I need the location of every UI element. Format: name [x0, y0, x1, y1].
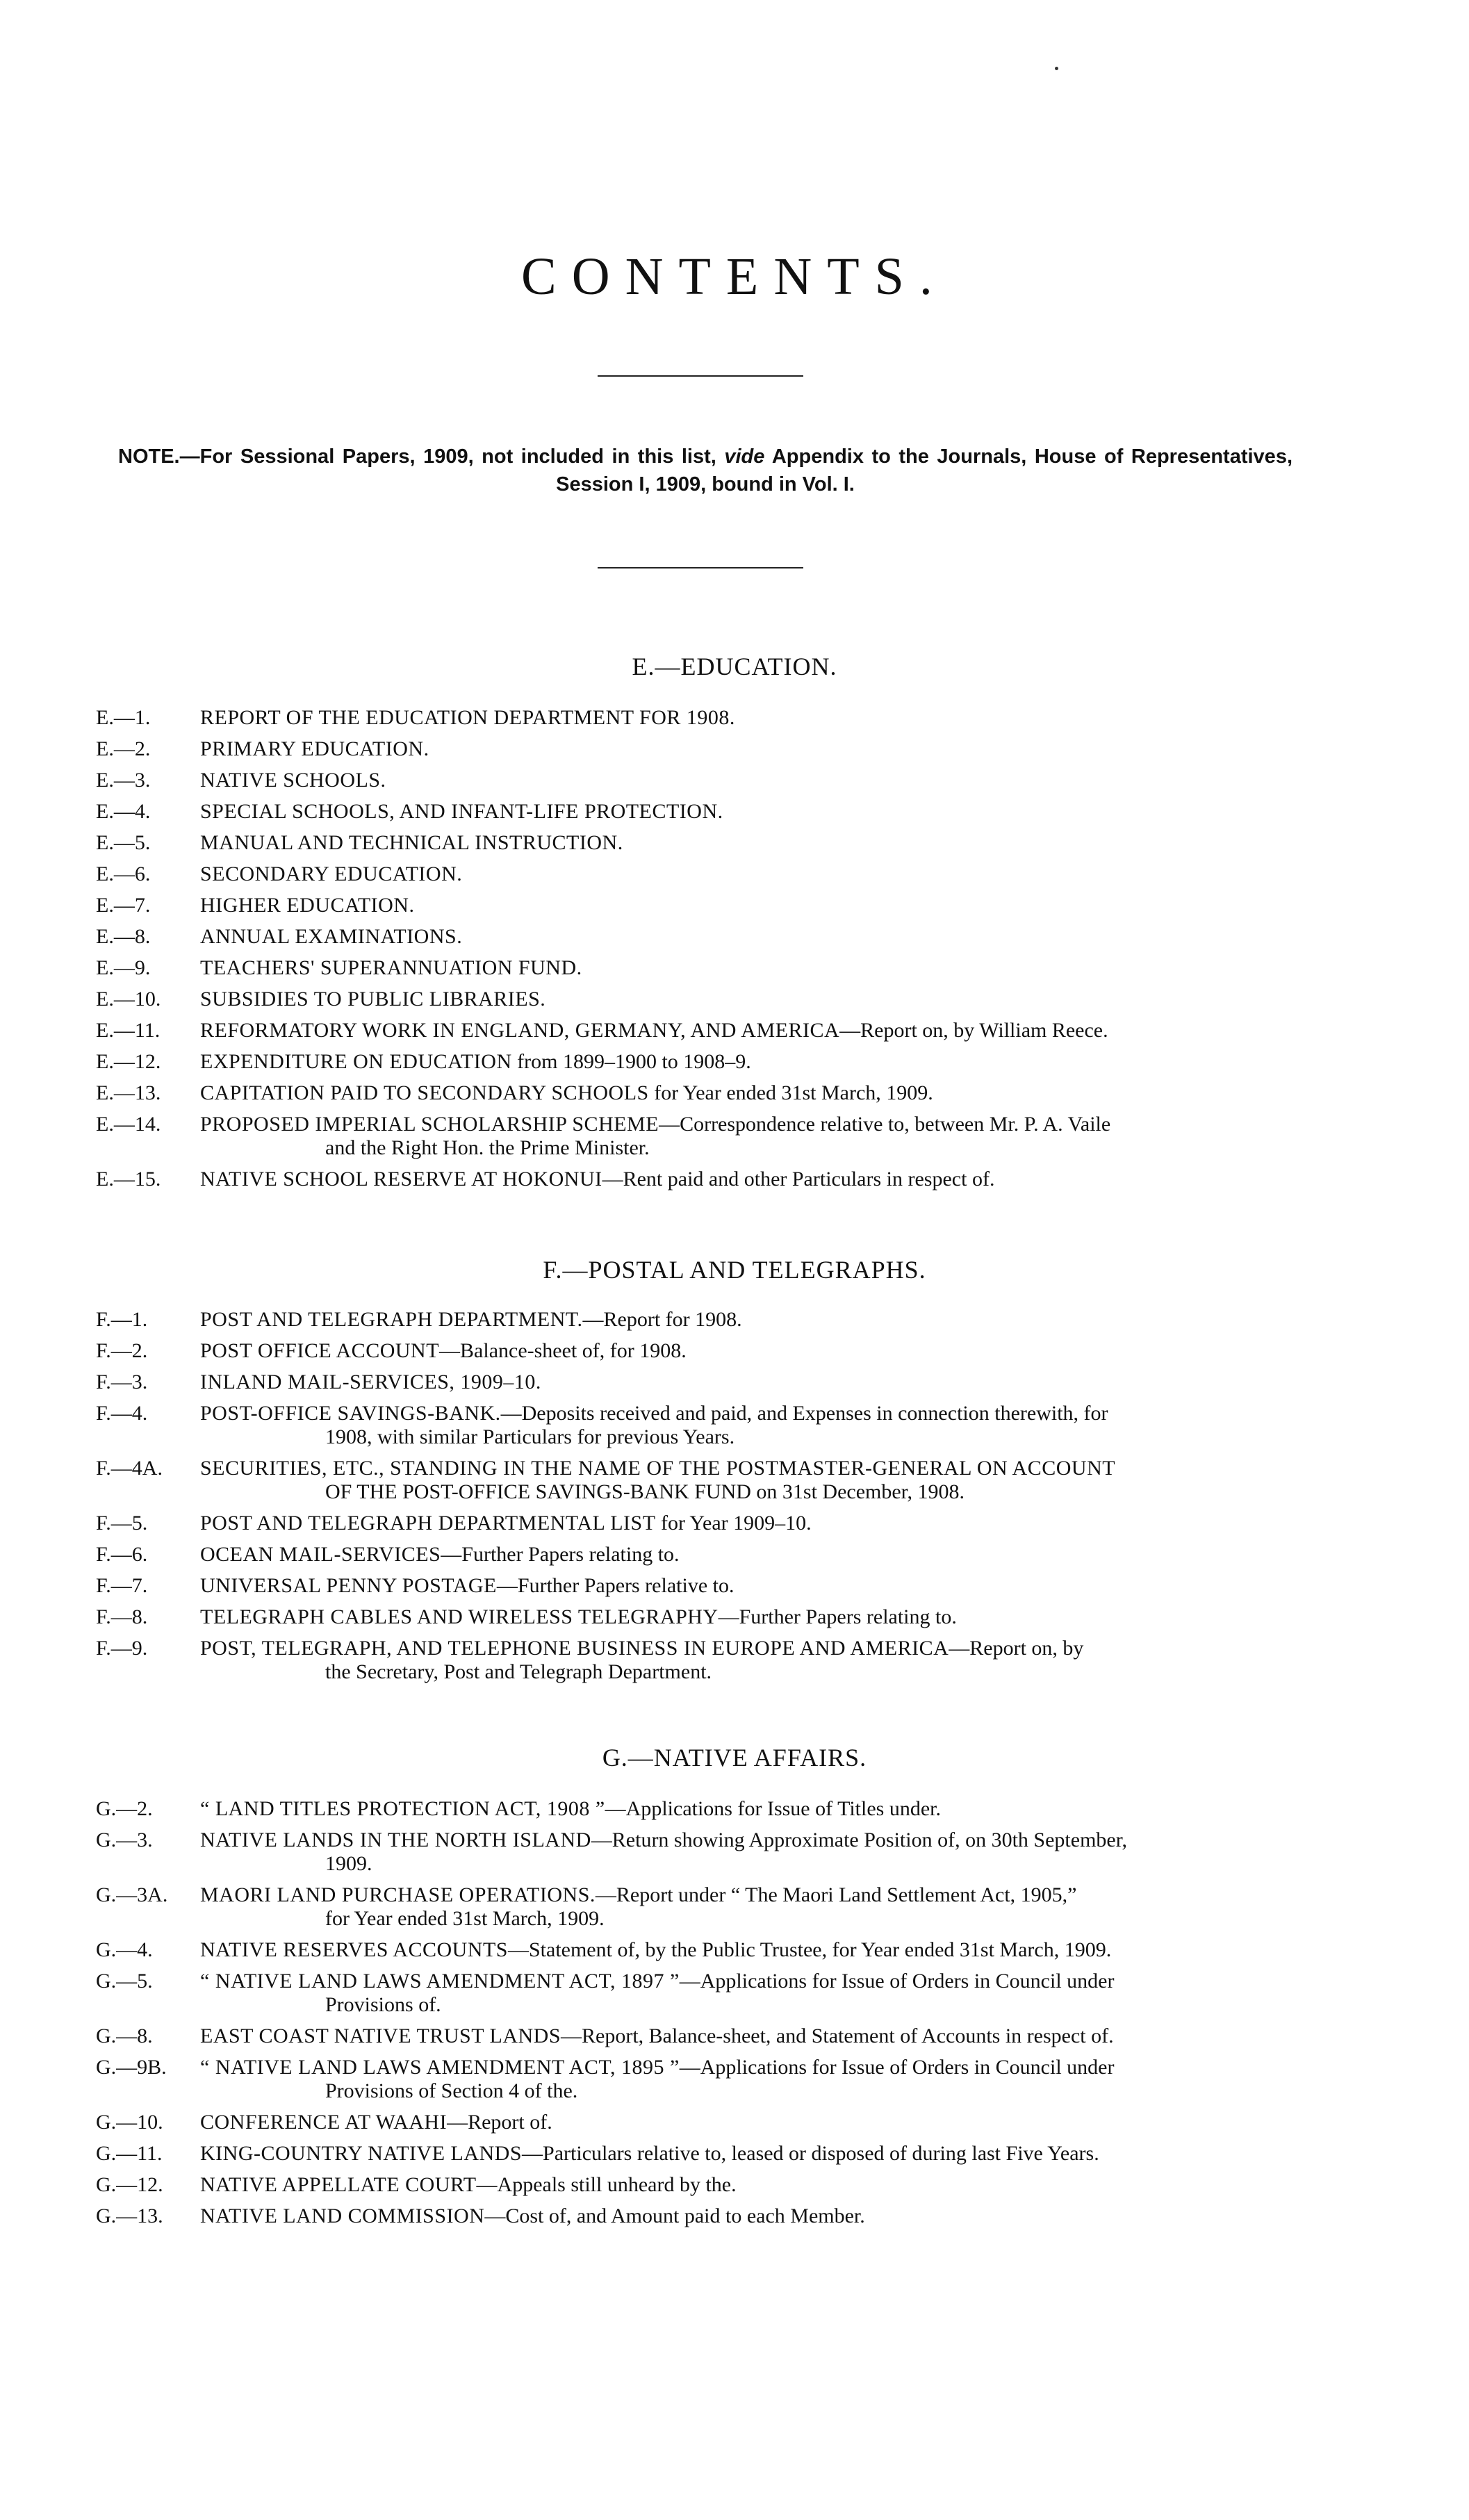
entry-text — [200, 2204, 1305, 2228]
entry-code: G.—4. — [96, 1938, 153, 1961]
entry-text — [200, 894, 1305, 917]
note-rest: Appendix to the Journals, House of Representatives, Session I, 1909, bound in Vol. I. — [556, 445, 1293, 496]
entry-text — [200, 1371, 1305, 1394]
entry-detail: —Statement of, by the Public Trustee, for Year ended 31st March, 1909. — [507, 1938, 1112, 1961]
entry-continuation: and the Right Hon. the Prime Minister. — [325, 1136, 650, 1159]
contents-entry — [96, 956, 1305, 980]
entry-code: G.—10. — [96, 2111, 163, 2134]
entry-title: UNIVERSAL PENNY POSTAGE — [200, 1574, 497, 1597]
entry-detail: —Appeals still unheard by the. — [476, 2173, 737, 2196]
entry-text — [200, 800, 1305, 824]
entry-code: G.—13. — [96, 2204, 163, 2227]
page-title: CONTENTS. — [521, 247, 948, 306]
contents-entry — [96, 925, 1305, 949]
entry-code: F.—4A. — [96, 1457, 163, 1480]
entry-title: CONFERENCE AT WAAHI — [200, 2111, 448, 2134]
entry-title: PROPOSED IMPERIAL SCHOLARSHIP SCHEME — [200, 1113, 659, 1136]
contents-entry — [96, 1605, 1305, 1629]
entry-title: NATIVE RESERVES ACCOUNTS — [200, 1938, 508, 1961]
contents-entry — [96, 1371, 1305, 1394]
contents-entry — [96, 2173, 1305, 2197]
entry-code: F.—8. — [96, 1605, 148, 1628]
entry-text — [200, 1637, 1305, 1684]
speck-mark — [1055, 67, 1058, 70]
section-heading-native-affairs: G.—NATIVE AFFAIRS. — [602, 1744, 867, 1772]
note-rule — [598, 567, 803, 568]
entry-code: E.—12. — [96, 1050, 161, 1073]
entry-detail: —Report for 1908. — [582, 1308, 742, 1331]
entry-code: F.—5. — [96, 1512, 148, 1535]
entry-code: E.—11. — [96, 1019, 161, 1042]
entry-title: “ LAND TITLES PROTECTION ACT, 1908 ” — [200, 1797, 605, 1820]
entry-title: NATIVE LAND COMMISSION — [200, 2204, 485, 2227]
entry-code: G.—3A. — [96, 1883, 168, 1906]
contents-entry — [96, 1970, 1305, 2017]
contents-entry — [96, 1828, 1305, 1876]
entry-continuation: OF THE POST-OFFICE SAVINGS-BANK FUND on 31st December, 1908. — [325, 1480, 965, 1503]
entry-text — [200, 1605, 1305, 1629]
contents-entry — [96, 862, 1305, 886]
entry-text — [200, 1050, 1305, 1074]
section-heading-education: E.—EDUCATION. — [632, 653, 837, 680]
entry-detail: —Applications for Issue of Orders in Council under — [679, 2056, 1115, 2079]
contents-entry — [96, 2204, 1305, 2228]
entry-title: SECURITIES, ETC., STANDING IN THE NAME OF THE POSTMASTER-GENERAL ON ACCOUNT — [200, 1457, 1116, 1480]
contents-entry — [96, 988, 1305, 1011]
entry-title: “ NATIVE LAND LAWS AMENDMENT ACT, 1895 ” — [200, 2056, 680, 2079]
note-vide: vide — [724, 445, 765, 468]
entry-text — [200, 1339, 1305, 1363]
section-heading-postal: F.—POSTAL AND TELEGRAPHS. — [543, 1256, 926, 1284]
education-list — [96, 706, 1305, 1199]
entry-code: F.—6. — [96, 1543, 148, 1566]
entry-title: CAPITATION PAID TO SECONDARY SCHOOLS — [200, 1081, 649, 1104]
entry-code: G.—3. — [96, 1828, 153, 1851]
contents-entry — [96, 737, 1305, 761]
entry-text — [200, 2111, 1305, 2134]
entry-detail: —Report, Balance-sheet, and Statement of Accounts in respect of. — [561, 2024, 1114, 2047]
entry-detail: —Report of. — [447, 2111, 552, 2134]
entry-title: NATIVE APPELLATE COURT — [200, 2173, 477, 2196]
entry-detail: for Year ended 31st March, 1909. — [648, 1081, 933, 1104]
entry-text — [200, 1457, 1305, 1504]
entry-title: NATIVE SCHOOL RESERVE AT HOKONUI — [200, 1168, 602, 1191]
entry-text — [200, 737, 1305, 761]
entry-text — [200, 1938, 1305, 1962]
contents-entry — [96, 769, 1305, 792]
entry-continuation: the Secretary, Post and Telegraph Department. — [325, 1660, 712, 1683]
contents-entry — [96, 1637, 1305, 1684]
contents-entry — [96, 706, 1305, 730]
entry-title: INLAND MAIL-SERVICES, 1909–10. — [200, 1371, 541, 1393]
contents-entry — [96, 1019, 1305, 1042]
entry-continuation: Provisions of. — [325, 1993, 441, 2016]
entry-code: E.—10. — [96, 988, 161, 1011]
entry-continuation: 1908, with similar Particulars for previous Years. — [325, 1425, 735, 1448]
entry-text — [200, 831, 1305, 855]
entry-code: E.—1. — [96, 706, 151, 729]
entry-text — [200, 1019, 1305, 1042]
entry-detail: —Further Papers relative to. — [496, 1574, 734, 1597]
entry-code: G.—2. — [96, 1797, 153, 1820]
entry-code: E.—9. — [96, 956, 151, 979]
entry-code: E.—13. — [96, 1081, 161, 1104]
entry-title: OCEAN MAIL-SERVICES — [200, 1543, 441, 1566]
entry-text — [200, 769, 1305, 792]
entry-text — [200, 1168, 1305, 1191]
entry-detail: —Particulars relative to, leased or disposed of during last Five Years. — [522, 2142, 1099, 2165]
entry-code: E.—2. — [96, 737, 151, 760]
entry-code: E.—3. — [96, 769, 151, 792]
entry-code: E.—5. — [96, 831, 151, 854]
entry-text — [200, 1113, 1305, 1160]
entry-detail: from 1899–1900 to 1908–9. — [511, 1050, 751, 1073]
postal-list — [96, 1308, 1305, 1692]
contents-entry — [96, 1883, 1305, 1931]
entry-code: E.—14. — [96, 1113, 161, 1136]
entry-text — [200, 1081, 1305, 1105]
native-affairs-list — [96, 1797, 1305, 2236]
entry-code: G.—5. — [96, 1970, 153, 1993]
entry-title: HIGHER EDUCATION. — [200, 894, 415, 917]
entry-code: F.—7. — [96, 1574, 148, 1597]
entry-detail: —Further Papers relating to. — [718, 1605, 957, 1628]
entry-text — [200, 706, 1305, 730]
entry-text — [200, 1797, 1305, 1821]
entry-title: SPECIAL SCHOOLS, AND INFANT-LIFE PROTECTION. — [200, 800, 723, 823]
entry-title: PRIMARY EDUCATION. — [200, 737, 429, 760]
entry-text — [200, 1543, 1305, 1566]
entry-code: F.—2. — [96, 1339, 148, 1362]
entry-detail: —Further Papers relating to. — [441, 1543, 680, 1566]
entry-text — [200, 2173, 1305, 2197]
entry-title: ANNUAL EXAMINATIONS. — [200, 925, 463, 948]
entry-title: REPORT OF THE EDUCATION DEPARTMENT FOR 1908. — [200, 706, 735, 729]
entry-detail: —Correspondence relative to, between Mr. P. A. Vaile — [659, 1113, 1111, 1136]
contents-entry — [96, 1081, 1305, 1105]
entry-title: SECONDARY EDUCATION. — [200, 862, 463, 885]
entry-continuation: Provisions of Section 4 of the. — [325, 2079, 578, 2102]
entry-title: TELEGRAPH CABLES AND WIRELESS TELEGRAPHY — [200, 1605, 719, 1628]
entry-title: EXPENDITURE ON EDUCATION — [200, 1050, 512, 1073]
contents-entry — [96, 1543, 1305, 1566]
entry-text — [200, 1402, 1305, 1449]
title-rule — [598, 375, 803, 377]
entry-text — [200, 862, 1305, 886]
entry-detail: —Return showing Approximate Position of, on 30th September, — [591, 1828, 1128, 1851]
contents-entry — [96, 1574, 1305, 1598]
entry-text — [200, 1883, 1305, 1931]
entry-title: POST AND TELEGRAPH DEPARTMENT. — [200, 1308, 583, 1331]
entry-title: EAST COAST NATIVE TRUST LANDS — [200, 2024, 561, 2047]
entry-title: NATIVE SCHOOLS. — [200, 769, 386, 792]
contents-entry — [96, 1938, 1305, 1962]
entry-text — [200, 1512, 1305, 1535]
contents-entry — [96, 1113, 1305, 1160]
contents-entry — [96, 1050, 1305, 1074]
entry-code: E.—15. — [96, 1168, 161, 1191]
entry-text — [200, 1828, 1305, 1876]
contents-entry — [96, 831, 1305, 855]
entry-title: “ NATIVE LAND LAWS AMENDMENT ACT, 1897 ” — [200, 1970, 680, 1993]
entry-title: NATIVE LANDS IN THE NORTH ISLAND — [200, 1828, 591, 1851]
note-paragraph — [118, 443, 1292, 498]
entry-continuation: 1909. — [325, 1852, 372, 1875]
contents-entry — [96, 1339, 1305, 1363]
entry-title: MAORI LAND PURCHASE OPERATIONS. — [200, 1883, 596, 1906]
entry-text — [200, 1574, 1305, 1598]
contents-entry — [96, 1402, 1305, 1449]
entry-text — [200, 2056, 1305, 2103]
entry-detail: for Year 1909–10. — [655, 1512, 812, 1535]
entry-title: POST AND TELEGRAPH DEPARTMENTAL LIST — [200, 1512, 656, 1535]
entry-text — [200, 2142, 1305, 2166]
contents-entry — [96, 1457, 1305, 1504]
contents-entry — [96, 1168, 1305, 1191]
entry-code: E.—8. — [96, 925, 151, 948]
entry-title: POST-OFFICE SAVINGS-BANK. — [200, 1402, 501, 1425]
entry-code: G.—12. — [96, 2173, 163, 2196]
entry-continuation: for Year ended 31st March, 1909. — [325, 1907, 605, 1930]
contents-entry — [96, 2111, 1305, 2134]
entry-text — [200, 988, 1305, 1011]
contents-entry — [96, 1797, 1305, 1821]
entry-detail: —Deposits received and paid, and Expenses in connection therewith, for — [500, 1402, 1108, 1425]
entry-code: E.—4. — [96, 800, 151, 823]
entry-code: G.—11. — [96, 2142, 163, 2165]
entry-text — [200, 956, 1305, 980]
entry-detail: —Rent paid and other Particulars in respect of. — [602, 1168, 995, 1191]
entry-code: G.—9B. — [96, 2056, 167, 2079]
entry-title: POST OFFICE ACCOUNT — [200, 1339, 440, 1362]
contents-entry — [96, 2024, 1305, 2048]
contents-entry — [96, 800, 1305, 824]
entry-text — [200, 925, 1305, 949]
contents-entry — [96, 1308, 1305, 1332]
entry-title: POST, TELEGRAPH, AND TELEPHONE BUSINESS IN EUROPE AND AMERICA — [200, 1637, 949, 1660]
contents-entry — [96, 2142, 1305, 2166]
entry-detail: —Report on, by William Reece. — [839, 1019, 1108, 1042]
entry-detail: —Applications for Issue of Titles under. — [605, 1797, 941, 1820]
entry-title: TEACHERS' SUPERANNUATION FUND. — [200, 956, 582, 979]
entry-text — [200, 1308, 1305, 1332]
contents-entry — [96, 2056, 1305, 2103]
entry-detail: —Report on, by — [949, 1637, 1084, 1660]
entry-detail: —Balance-sheet of, for 1908. — [439, 1339, 687, 1362]
entry-text — [200, 2024, 1305, 2048]
entry-text — [200, 1970, 1305, 2017]
note-lead: NOTE.—For Sessional Papers, 1909, not included in this list, — [118, 445, 716, 468]
entry-code: G.—8. — [96, 2024, 153, 2047]
entry-title: MANUAL AND TECHNICAL INSTRUCTION. — [200, 831, 623, 854]
contents-entry — [96, 1512, 1305, 1535]
entry-detail: —Applications for Issue of Orders in Council under — [679, 1970, 1115, 1993]
entry-code: F.—9. — [96, 1637, 148, 1660]
entry-detail: —Report under “ The Maori Land Settlement Act, 1905,” — [595, 1883, 1077, 1906]
entry-title: SUBSIDIES TO PUBLIC LIBRARIES. — [200, 988, 546, 1011]
entry-code: F.—4. — [96, 1402, 148, 1425]
entry-title: REFORMATORY WORK IN ENGLAND, GERMANY, AND AMERICA — [200, 1019, 840, 1042]
entry-code: F.—1. — [96, 1308, 148, 1331]
entry-detail: —Cost of, and Amount paid to each Member. — [484, 2204, 865, 2227]
entry-code: F.—3. — [96, 1371, 148, 1393]
entry-code: E.—6. — [96, 862, 151, 885]
entry-code: E.—7. — [96, 894, 151, 917]
contents-entry — [96, 894, 1305, 917]
entry-title: KING-COUNTRY NATIVE LANDS — [200, 2142, 523, 2165]
